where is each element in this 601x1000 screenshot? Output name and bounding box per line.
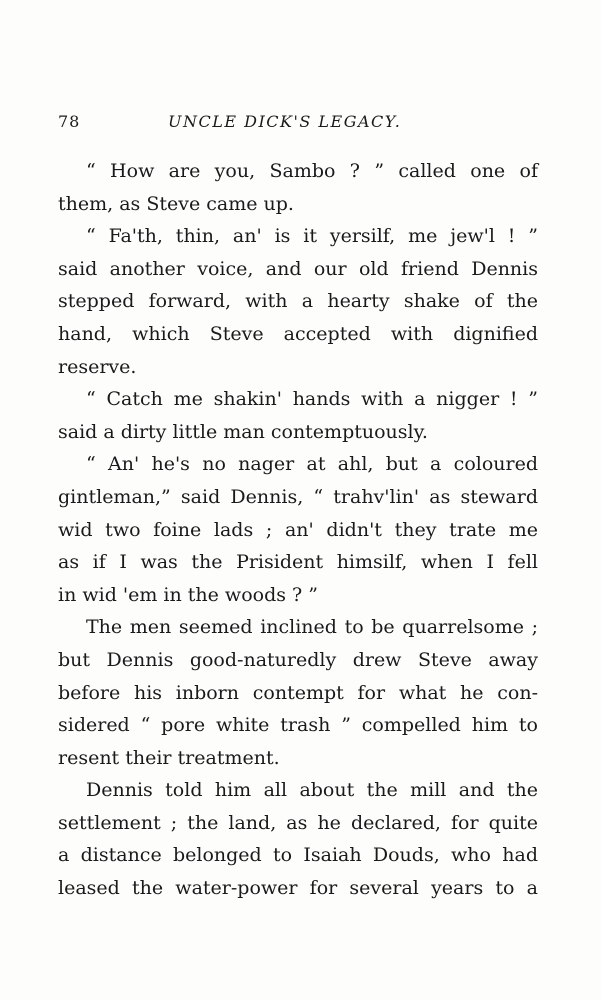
text-line: said a dirty little man contemptuously. [58,420,428,443]
text-line: resent their treatment. [58,746,280,769]
text-line: “ Catch me shakin' hands with a nigger ! ” [86,388,538,411]
text-line: said another voice, and our old friend Dennis [58,257,538,280]
text-line: them, as Steve came up. [58,192,294,215]
text-line: in wid 'em in the woods ? ” [58,583,318,606]
text-line: before his inborn contempt for what he con- [58,681,538,704]
text-line: Dennis told him all about the mill and the [86,779,538,802]
body-text [58,155,538,905]
text-line: hand, which Steve accepted with dignified [58,322,538,345]
text-line: The men seemed inclined to be quarrelsome ; [86,616,538,639]
text-line: leased the water-power for several years to a [58,877,538,900]
running-title: UNCLE DICK'S LEGACY. [168,112,402,131]
text-line: gintleman,” said Dennis, “ trahv'lin' as steward [58,485,538,508]
text-line: a distance belonged to Isaiah Douds, who had [58,844,538,867]
text-line: sidered “ pore white trash ” compelled him to [58,714,538,737]
text-line: but Dennis good-naturedly drew Steve away [58,648,538,671]
text-line: settlement ; the land, as he declared, for quite [58,811,538,834]
text-line: wid two foine lads ; an' didn't they trate me [58,518,538,541]
text-line: “ An' he's no nager at ahl, but a coloured [86,453,538,476]
page-number: 78 [58,112,81,131]
text-line: stepped forward, with a hearty shake of the [58,290,538,313]
text-line: “ How are you, Sambo ? ” called one of [86,160,538,182]
text-line: as if I was the Prisident himsilf, when I fell [58,551,538,574]
text-line: “ Fa'th, thin, an' is it yersilf, me jew'l ! ” [86,225,538,248]
page-header [58,112,537,140]
text-line: reserve. [58,355,137,378]
